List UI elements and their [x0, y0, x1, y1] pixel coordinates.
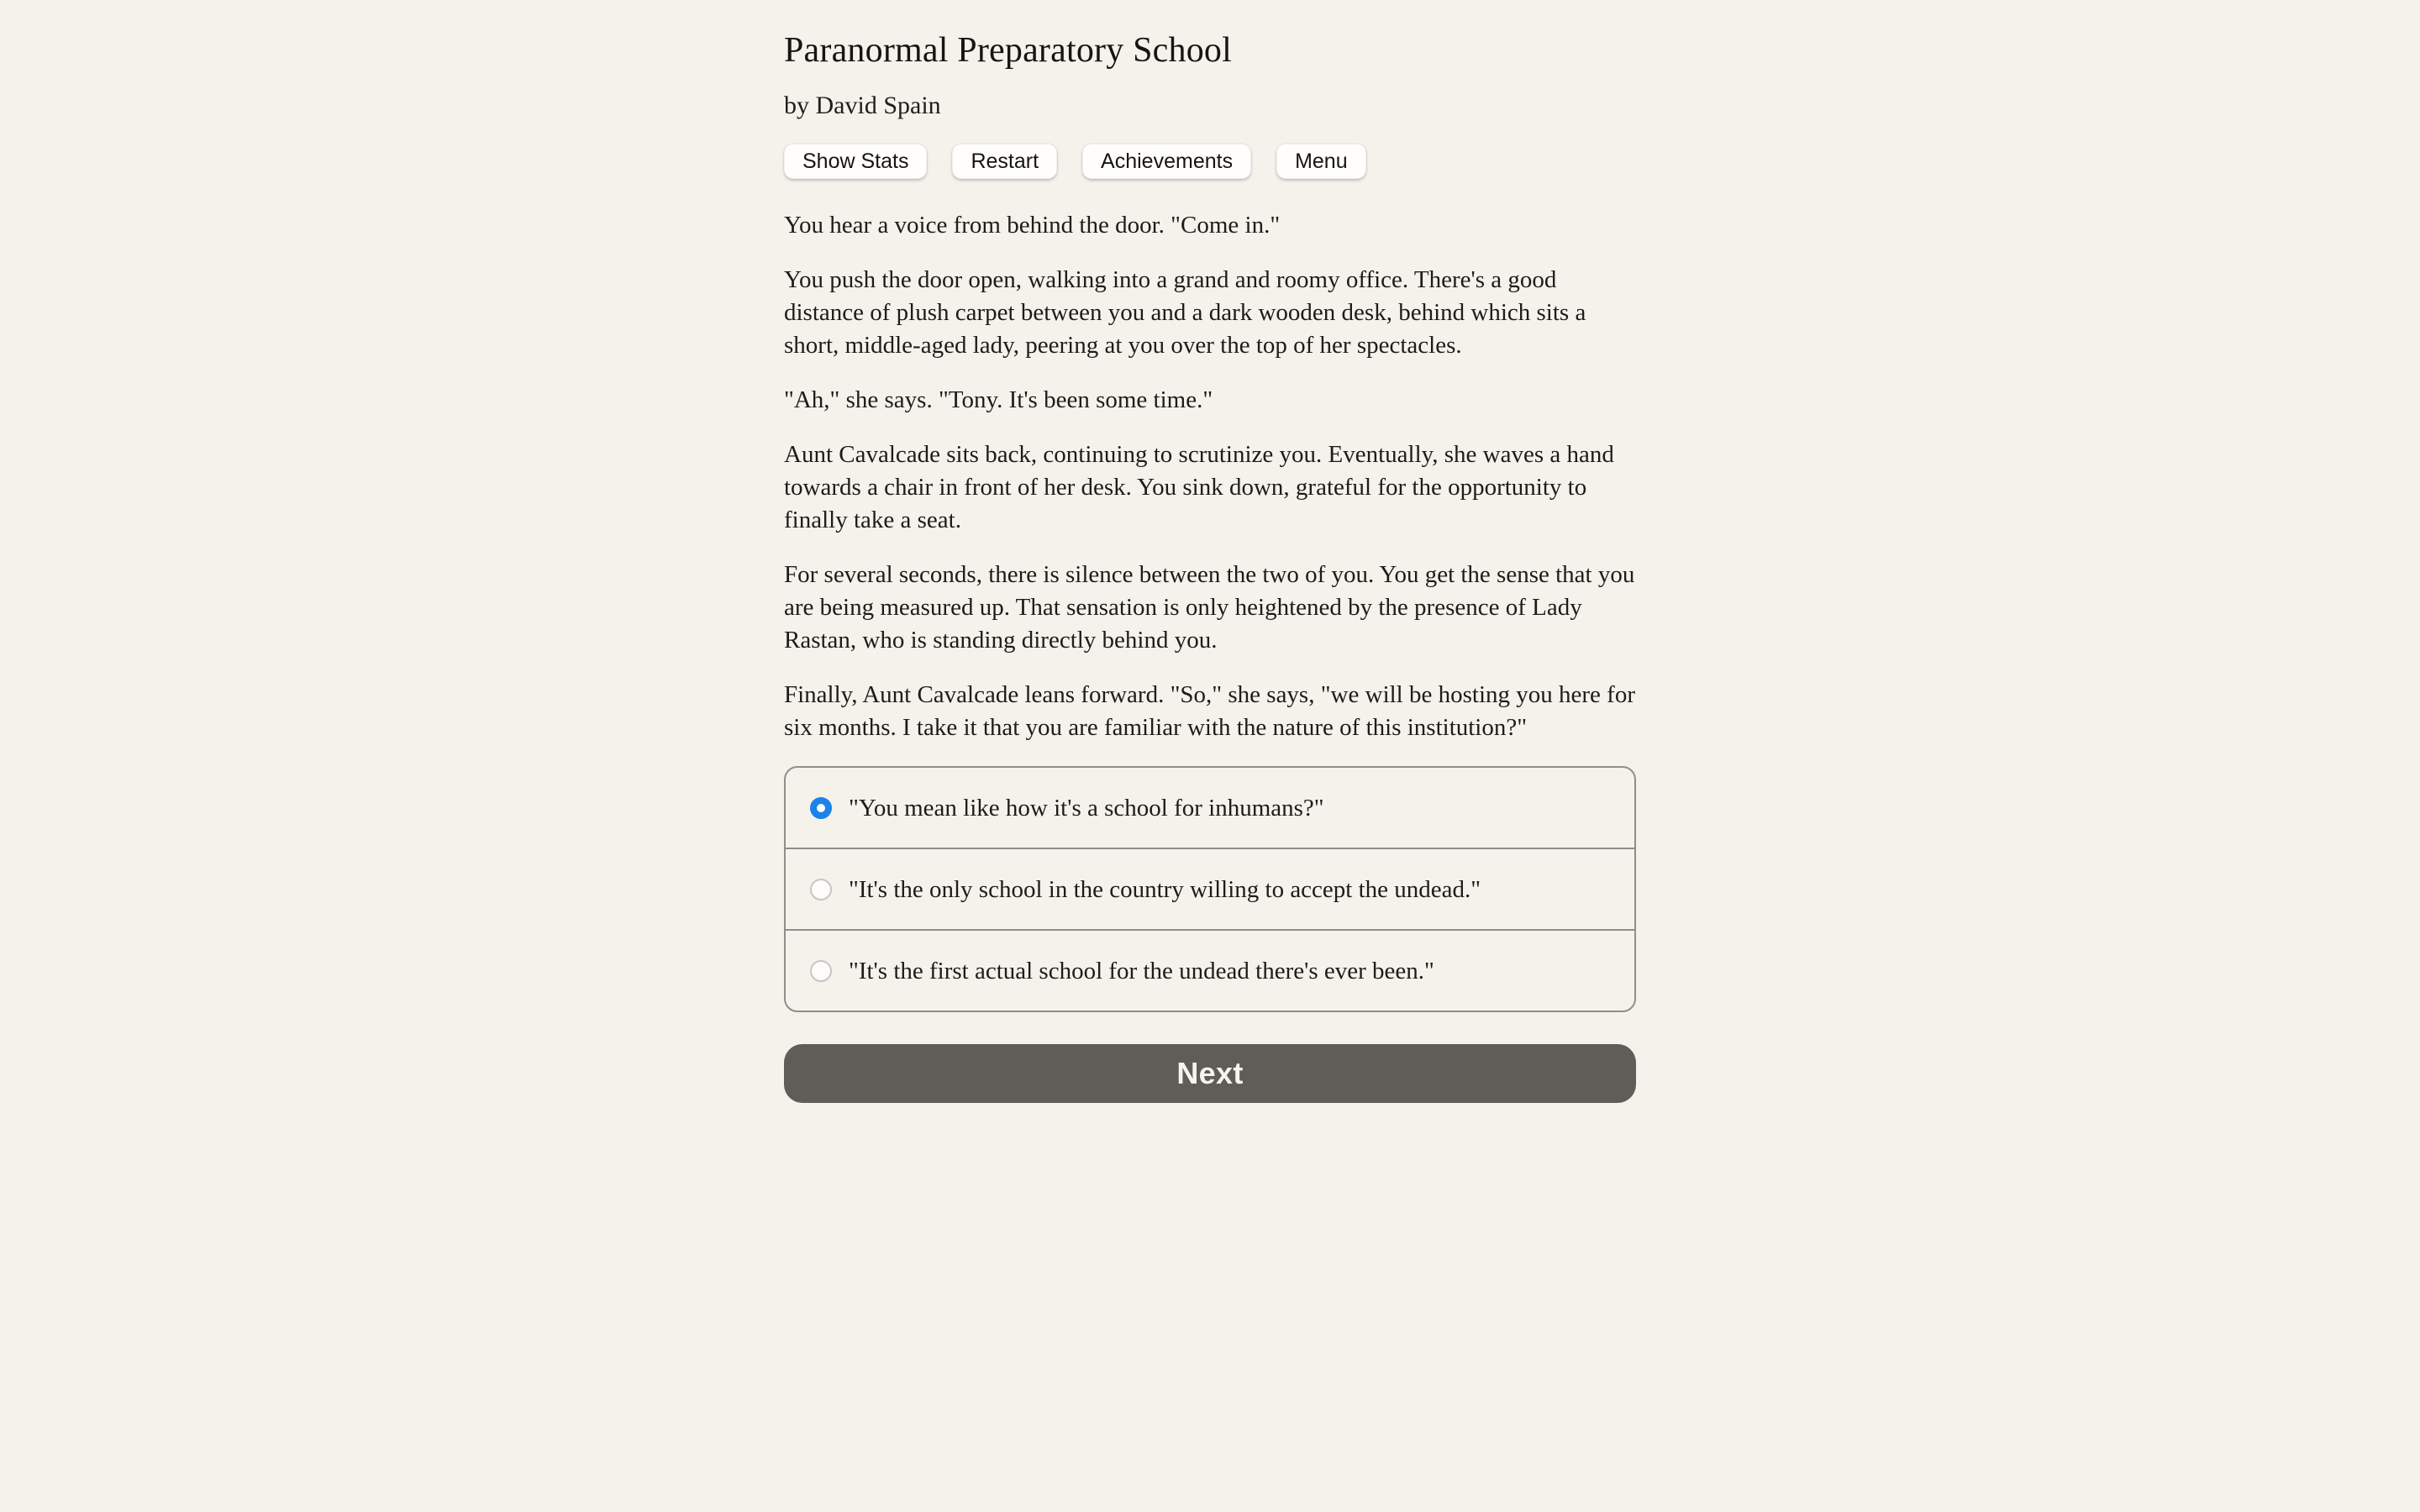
- story-paragraph: For several seconds, there is silence between the two of you. You get the sense that you are being measured up. That sensation is only heightened by the presence of Lady Rastan, who is standing directly behind you.: [784, 561, 1635, 654]
- radio-button-icon[interactable]: [810, 960, 832, 982]
- choice-label: "It's the only school in the country willing to accept the undead.": [849, 875, 1481, 903]
- choice-option[interactable]: [786, 768, 1634, 848]
- story-paragraph: Aunt Cavalcade sits back, continuing to scrutinize you. Eventually, she waves a hand towards a chair in front of her desk. You sink down, grateful for the opportunity to finally take a seat.: [784, 441, 1614, 533]
- choice-option[interactable]: [786, 929, 1634, 1011]
- restart-button[interactable]: Restart: [952, 144, 1057, 179]
- choice-list: [784, 766, 1636, 1012]
- choice-label: "You mean like how it's a school for inhumans?": [849, 794, 1324, 822]
- next-button[interactable]: Next: [784, 1044, 1636, 1103]
- show-stats-button[interactable]: Show Stats: [784, 144, 927, 179]
- page-title: Paranormal Preparatory School: [784, 31, 1232, 70]
- story-text: [784, 209, 1636, 744]
- toolbar: [784, 144, 1636, 179]
- menu-button[interactable]: Menu: [1276, 144, 1366, 179]
- story-page: [784, 30, 1636, 1103]
- choice-option[interactable]: [786, 848, 1634, 929]
- radio-button-icon[interactable]: [810, 797, 832, 819]
- radio-dot: [817, 804, 825, 812]
- story-paragraph: You push the door open, walking into a grand and roomy office. There's a good distance of plush carpet between you and a dark wooden desk, behind which sits a short, middle-aged lady, peering at you over the top of her spectacles.: [784, 266, 1586, 359]
- author-byline: by David Spain: [784, 92, 941, 119]
- radio-button-icon[interactable]: [810, 879, 832, 900]
- story-paragraph: "Ah," she says. "Tony. It's been some time.": [784, 386, 1213, 413]
- choice-label: "It's the first actual school for the undead there's ever been.": [849, 957, 1434, 984]
- story-paragraph: You hear a voice from behind the door. "Come in.": [784, 212, 1281, 239]
- achievements-button[interactable]: Achievements: [1082, 144, 1251, 179]
- story-paragraph: Finally, Aunt Cavalcade leans forward. "So," she says, "we will be hosting you here for six months. I take it that you are familiar with the nature of this institution?": [784, 681, 1635, 741]
